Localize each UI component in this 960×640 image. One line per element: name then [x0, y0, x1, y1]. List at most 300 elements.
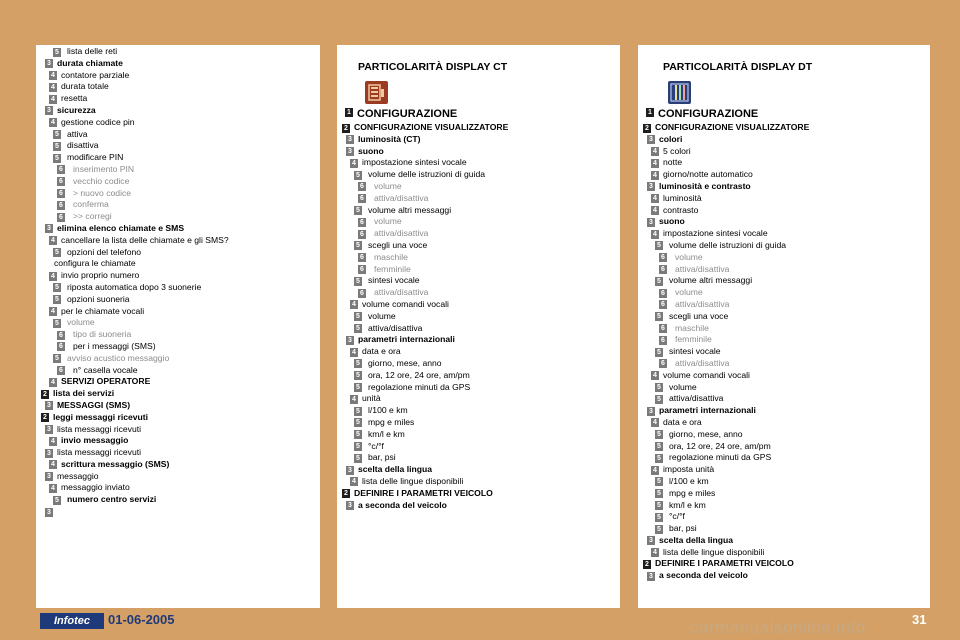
menu-label: parametri internazionali	[358, 334, 455, 345]
menu-label: suono	[659, 216, 685, 227]
level-badge: 3	[647, 135, 655, 144]
menu-label: lista delle lingue disponibili	[663, 546, 765, 557]
infotec-logo: Infotec	[40, 613, 104, 629]
level-badge: 3	[346, 336, 354, 345]
menu-row	[337, 106, 620, 122]
menu-row	[337, 169, 620, 181]
menu-row	[638, 476, 930, 488]
menu-label: scelta della lingua	[659, 534, 734, 545]
level-badge: 6	[659, 265, 667, 274]
menu-row	[36, 353, 320, 365]
level-badge: 3	[45, 449, 53, 458]
menu-row	[638, 346, 930, 358]
menu-label: CONFIGURAZIONE	[658, 108, 759, 120]
level-badge: 6	[57, 366, 65, 375]
level-badge: 3	[647, 572, 655, 581]
menu-row	[337, 122, 620, 134]
menu-row	[337, 240, 620, 252]
menu-row	[337, 370, 620, 382]
menu-label: notte	[663, 157, 683, 168]
menu-label: suono	[358, 145, 384, 156]
level-badge: 6	[659, 324, 667, 333]
menu-row	[337, 500, 620, 512]
menu-label: imposta unità	[663, 464, 715, 475]
menu-label: configura le chiamate	[54, 258, 136, 269]
menu-row	[36, 140, 320, 152]
level-badge: 6	[57, 177, 65, 186]
menu-row	[638, 523, 930, 535]
menu-label: avviso acustico messaggio	[67, 352, 170, 363]
level-badge: 4	[350, 477, 358, 486]
menu-label: volume	[368, 310, 396, 321]
menu-label: volume altri messaggi	[368, 204, 452, 215]
menu-label: vecchio codice	[73, 175, 130, 186]
menu-label: ora, 12 ore, 24 ore, am/pm	[368, 369, 470, 380]
menu-row	[638, 181, 930, 193]
menu-label: scegli una voce	[368, 239, 428, 250]
menu-row	[36, 365, 320, 377]
menu-row	[638, 299, 930, 311]
level-badge: 6	[358, 218, 366, 227]
menu-row	[36, 294, 320, 306]
menu-row	[638, 547, 930, 559]
menu-label: sicurezza	[57, 104, 96, 115]
level-badge: 3	[647, 536, 655, 545]
menu-label: a seconda del veicolo	[358, 499, 447, 510]
level-badge: 1	[646, 108, 654, 117]
menu-label: parametri internazionali	[659, 405, 756, 416]
menu-row	[337, 476, 620, 488]
level-badge: 4	[651, 418, 659, 427]
menu-label: impostazione sintesi vocale	[663, 228, 768, 239]
menu-row	[36, 70, 320, 82]
menu-row	[638, 240, 930, 252]
menu-row	[36, 188, 320, 200]
menu-label: luminosità (CT)	[358, 133, 421, 144]
level-badge: 5	[53, 48, 61, 57]
level-badge: 6	[659, 289, 667, 298]
menu-row	[638, 382, 930, 394]
menu-label: mpg e miles	[669, 487, 716, 498]
level-badge: 6	[57, 213, 65, 222]
menu-row	[36, 424, 320, 436]
menu-label: lista dei servizi	[53, 388, 115, 399]
level-badge: 5	[354, 241, 362, 250]
level-badge: 3	[346, 466, 354, 475]
menu-label: leggi messaggi ricevuti	[53, 411, 149, 422]
menu-label: numero centro servizi	[67, 494, 157, 505]
level-badge: 6	[57, 165, 65, 174]
level-badge: 5	[53, 354, 61, 363]
level-badge: 5	[655, 312, 663, 321]
menu-row	[36, 282, 320, 294]
level-badge: 4	[651, 371, 659, 380]
level-badge: 5	[655, 383, 663, 392]
menu-label: femminile	[374, 263, 411, 274]
level-badge: 4	[651, 466, 659, 475]
menu-label: volume altri messaggi	[669, 275, 753, 286]
menu-label: maschile	[374, 251, 408, 262]
ct-panel-title: PARTICOLARITÀ DISPLAY CT	[358, 61, 508, 73]
footer-date: 01-06-2005	[108, 612, 175, 627]
menu-label: lista delle reti	[67, 46, 118, 56]
level-badge: 5	[354, 418, 362, 427]
level-badge: 5	[655, 277, 663, 286]
level-badge: 6	[659, 336, 667, 345]
menu-label: conferma	[73, 199, 109, 210]
menu-row	[638, 122, 930, 134]
menu-row	[638, 146, 930, 158]
menu-row	[337, 393, 620, 405]
level-badge: 4	[49, 95, 57, 104]
menu-label: attiva/disattiva	[675, 357, 730, 368]
menu-label: DEFINIRE I PARAMETRI VEICOLO	[655, 558, 794, 569]
level-badge: 5	[354, 442, 362, 451]
dt-display-panel	[638, 45, 930, 608]
menu-row	[638, 405, 930, 417]
level-badge: 5	[354, 206, 362, 215]
menu-row	[36, 258, 320, 270]
menu-row	[36, 152, 320, 164]
level-badge: 6	[659, 359, 667, 368]
level-badge: 3	[45, 425, 53, 434]
menu-row	[36, 46, 320, 58]
menu-label: SERVIZI OPERATORE	[61, 376, 151, 387]
level-badge: 4	[49, 71, 57, 80]
level-badge: 5	[354, 324, 362, 333]
level-badge: 3	[45, 59, 53, 68]
level-badge: 4	[350, 348, 358, 357]
menu-row	[638, 429, 930, 441]
menu-label: > nuovo codice	[73, 187, 132, 198]
menu-label: CONFIGURAZIONE VISUALIZZATORE	[354, 122, 509, 132]
level-badge: 5	[655, 477, 663, 486]
menu-row	[638, 488, 930, 500]
menu-row	[36, 435, 320, 447]
menu-label: l/100 e km	[368, 405, 408, 416]
menu-row	[337, 275, 620, 287]
menu-label: contatore parziale	[61, 69, 130, 80]
level-badge: 5	[53, 248, 61, 257]
level-badge: 5	[354, 454, 362, 463]
menu-label: lista delle lingue disponibili	[362, 475, 464, 486]
menu-label: data e ora	[362, 346, 401, 357]
level-badge: 5	[655, 454, 663, 463]
menu-label: riposta automatica dopo 3 suonerie	[67, 281, 202, 292]
menu-row	[36, 506, 320, 518]
level-badge: 3	[45, 401, 53, 410]
menu-row	[36, 117, 320, 129]
menu-row	[337, 216, 620, 228]
level-badge: 3	[346, 147, 354, 156]
level-badge: 2	[342, 489, 350, 498]
menu-row	[36, 105, 320, 117]
level-badge: 3	[346, 501, 354, 510]
menu-row	[36, 211, 320, 223]
menu-label: volume comandi vocali	[663, 369, 750, 380]
level-badge: 6	[358, 265, 366, 274]
menu-row	[638, 500, 930, 512]
ct-display-icon	[365, 81, 388, 104]
menu-row	[638, 558, 930, 570]
menu-label: MESSAGGI (SMS)	[57, 399, 131, 410]
menu-row	[337, 146, 620, 158]
menu-label: giorno, mese, anno	[669, 428, 743, 439]
level-badge: 4	[651, 159, 659, 168]
menu-label: volume	[675, 287, 703, 298]
menu-label: resetta	[61, 93, 88, 104]
level-badge: 5	[354, 312, 362, 321]
menu-row	[638, 205, 930, 217]
menu-label: per i messaggi (SMS)	[73, 340, 156, 351]
menu-label: mpg e miles	[368, 416, 415, 427]
level-badge: 2	[643, 560, 651, 569]
menu-row	[337, 252, 620, 264]
menu-row	[36, 482, 320, 494]
menu-row	[36, 459, 320, 471]
level-badge: 4	[651, 548, 659, 557]
level-badge: 4	[350, 300, 358, 309]
menu-row	[638, 370, 930, 382]
menu-label: °c/°f	[669, 511, 685, 522]
level-badge: 4	[350, 159, 358, 168]
level-badge: 5	[53, 130, 61, 139]
level-badge: 3	[45, 472, 53, 481]
menu-row	[638, 323, 930, 335]
level-badge: 5	[354, 171, 362, 180]
level-badge: 6	[659, 300, 667, 309]
menu-label: volume	[374, 180, 402, 191]
level-badge: 4	[651, 194, 659, 203]
menu-row	[638, 358, 930, 370]
menu-row	[36, 412, 320, 424]
menu-label: °c/°f	[368, 440, 384, 451]
menu-row	[638, 417, 930, 429]
menu-row	[337, 358, 620, 370]
menu-label: per le chiamate vocali	[61, 305, 145, 316]
ct-menu-list	[337, 106, 620, 511]
level-badge: 2	[41, 413, 49, 422]
menu-row	[36, 247, 320, 259]
level-badge: 6	[57, 342, 65, 351]
menu-row	[337, 334, 620, 346]
menu-label: km/l e km	[669, 499, 706, 510]
menu-row	[36, 329, 320, 341]
level-badge: 6	[358, 182, 366, 191]
menu-label: maschile	[675, 322, 709, 333]
menu-row	[337, 181, 620, 193]
menu-label: elimina elenco chiamate e SMS	[57, 222, 185, 233]
menu-label: lista messaggi ricevuti	[57, 423, 142, 434]
dt-menu-list	[638, 106, 930, 582]
dt-display-icon	[668, 81, 691, 104]
menu-row	[638, 334, 930, 346]
level-badge: 5	[53, 319, 61, 328]
menu-label: unità	[362, 393, 381, 404]
level-badge: 6	[358, 194, 366, 203]
menu-label: durata chiamate	[57, 57, 123, 68]
menu-label: l/100 e km	[669, 475, 709, 486]
menu-row	[638, 441, 930, 453]
menu-label: scegli una voce	[669, 310, 729, 321]
menu-row	[36, 93, 320, 105]
menu-label: volume	[669, 381, 697, 392]
menu-row	[36, 176, 320, 188]
menu-label: data e ora	[663, 416, 702, 427]
ct-display-panel	[337, 45, 620, 608]
menu-label: disattiva	[67, 140, 99, 151]
menu-label: >> corregi	[73, 211, 112, 222]
menu-label: opzioni del telefono	[67, 246, 142, 257]
level-badge: 4	[350, 395, 358, 404]
menu-row	[337, 405, 620, 417]
menu-row	[337, 441, 620, 453]
menu-row	[36, 306, 320, 318]
menu-label: colori	[659, 133, 683, 144]
menu-row	[337, 264, 620, 276]
level-badge: 6	[57, 189, 65, 198]
level-badge: 5	[655, 348, 663, 357]
menu-label: attiva/disattiva	[368, 322, 423, 333]
menu-row	[638, 287, 930, 299]
level-badge: 3	[45, 106, 53, 115]
level-badge: 3	[45, 508, 53, 517]
menu-row	[638, 511, 930, 523]
level-badge: 4	[49, 83, 57, 92]
level-badge: 4	[49, 307, 57, 316]
menu-label: n° casella vocale	[73, 364, 138, 375]
page-number: 31	[912, 612, 927, 627]
menu-label: volume comandi vocali	[362, 298, 449, 309]
menu-label: volume	[675, 251, 703, 262]
menu-row	[638, 452, 930, 464]
level-badge: 6	[358, 230, 366, 239]
menu-row	[638, 264, 930, 276]
level-badge: 4	[651, 206, 659, 215]
menu-label: scelta della lingua	[358, 464, 433, 475]
menu-label: tipo di suoneria	[73, 329, 132, 340]
menu-label: contrasto	[663, 204, 699, 215]
menu-label: impostazione sintesi vocale	[362, 157, 467, 168]
level-badge: 5	[655, 501, 663, 510]
menu-row	[638, 393, 930, 405]
level-badge: 5	[53, 154, 61, 163]
menu-row	[638, 169, 930, 181]
menu-row	[337, 452, 620, 464]
menu-label: scrittura messaggio (SMS)	[61, 458, 170, 469]
menu-label: 5 colori	[663, 145, 691, 156]
level-badge: 3	[346, 135, 354, 144]
menu-row	[36, 81, 320, 93]
menu-label: inserimento PIN	[73, 163, 135, 174]
menu-row	[36, 223, 320, 235]
level-badge: 5	[655, 513, 663, 522]
menu-label: ora, 12 ore, 24 ore, am/pm	[669, 440, 771, 451]
menu-row	[638, 193, 930, 205]
menu-row	[638, 216, 930, 228]
level-badge: 6	[659, 253, 667, 262]
menu-row	[638, 228, 930, 240]
menu-label: femminile	[675, 334, 712, 345]
level-badge: 4	[49, 378, 57, 387]
menu-label: km/l e km	[368, 428, 405, 439]
menu-row	[337, 417, 620, 429]
level-badge: 5	[53, 283, 61, 292]
menu-label: luminosità	[663, 192, 702, 203]
menu-label: lista messaggi ricevuti	[57, 447, 142, 458]
menu-label: messaggio	[57, 470, 99, 481]
menu-row	[36, 317, 320, 329]
menu-label: luminosità e contrasto	[659, 180, 751, 191]
menu-row	[36, 388, 320, 400]
menu-label: DEFINIRE I PARAMETRI VEICOLO	[354, 487, 493, 498]
menu-row	[638, 252, 930, 264]
level-badge: 4	[49, 484, 57, 493]
menu-label: attiva/disattiva	[374, 287, 429, 298]
menu-label: CONFIGURAZIONE	[357, 108, 458, 120]
level-badge: 4	[651, 171, 659, 180]
level-badge: 5	[655, 395, 663, 404]
dt-panel-title: PARTICOLARITÀ DISPLAY DT	[663, 61, 813, 73]
menu-row	[36, 235, 320, 247]
level-badge: 5	[655, 525, 663, 534]
menu-label: modificare PIN	[67, 152, 124, 163]
menu-label: durata totale	[61, 81, 109, 92]
level-badge: 1	[345, 108, 353, 117]
left-menu-panel	[36, 45, 320, 608]
level-badge: 3	[647, 182, 655, 191]
level-badge: 3	[45, 224, 53, 233]
menu-label: volume	[374, 216, 402, 227]
menu-label: giorno, mese, anno	[368, 357, 442, 368]
menu-label: bar, psi	[669, 523, 697, 534]
menu-label: invio proprio numero	[61, 270, 140, 281]
level-badge: 5	[655, 442, 663, 451]
level-badge: 4	[49, 460, 57, 469]
menu-label: sintesi vocale	[368, 275, 420, 286]
menu-row	[337, 311, 620, 323]
menu-row	[36, 129, 320, 141]
menu-row	[638, 134, 930, 146]
menu-row	[337, 134, 620, 146]
level-badge: 4	[651, 230, 659, 239]
menu-label: gestione codice pin	[61, 116, 135, 127]
menu-label: volume delle istruzioni di guida	[368, 169, 486, 180]
level-badge: 5	[354, 371, 362, 380]
menu-row	[337, 287, 620, 299]
menu-row	[337, 382, 620, 394]
menu-row	[36, 341, 320, 353]
menu-label: attiva	[67, 128, 88, 139]
menu-label: attiva/disattiva	[669, 393, 724, 404]
level-badge: 5	[53, 295, 61, 304]
menu-row	[36, 494, 320, 506]
menu-label: volume	[67, 317, 95, 328]
menu-row	[638, 570, 930, 582]
menu-row	[337, 323, 620, 335]
menu-row	[36, 270, 320, 282]
menu-row	[337, 157, 620, 169]
menu-row	[337, 429, 620, 441]
menu-label: opzioni suoneria	[67, 293, 130, 304]
menu-row	[337, 299, 620, 311]
menu-label: messaggio inviato	[61, 482, 130, 493]
level-badge: 2	[41, 390, 49, 399]
level-badge: 4	[49, 118, 57, 127]
level-badge: 2	[643, 124, 651, 133]
level-badge: 4	[49, 272, 57, 281]
level-badge: 4	[49, 236, 57, 245]
